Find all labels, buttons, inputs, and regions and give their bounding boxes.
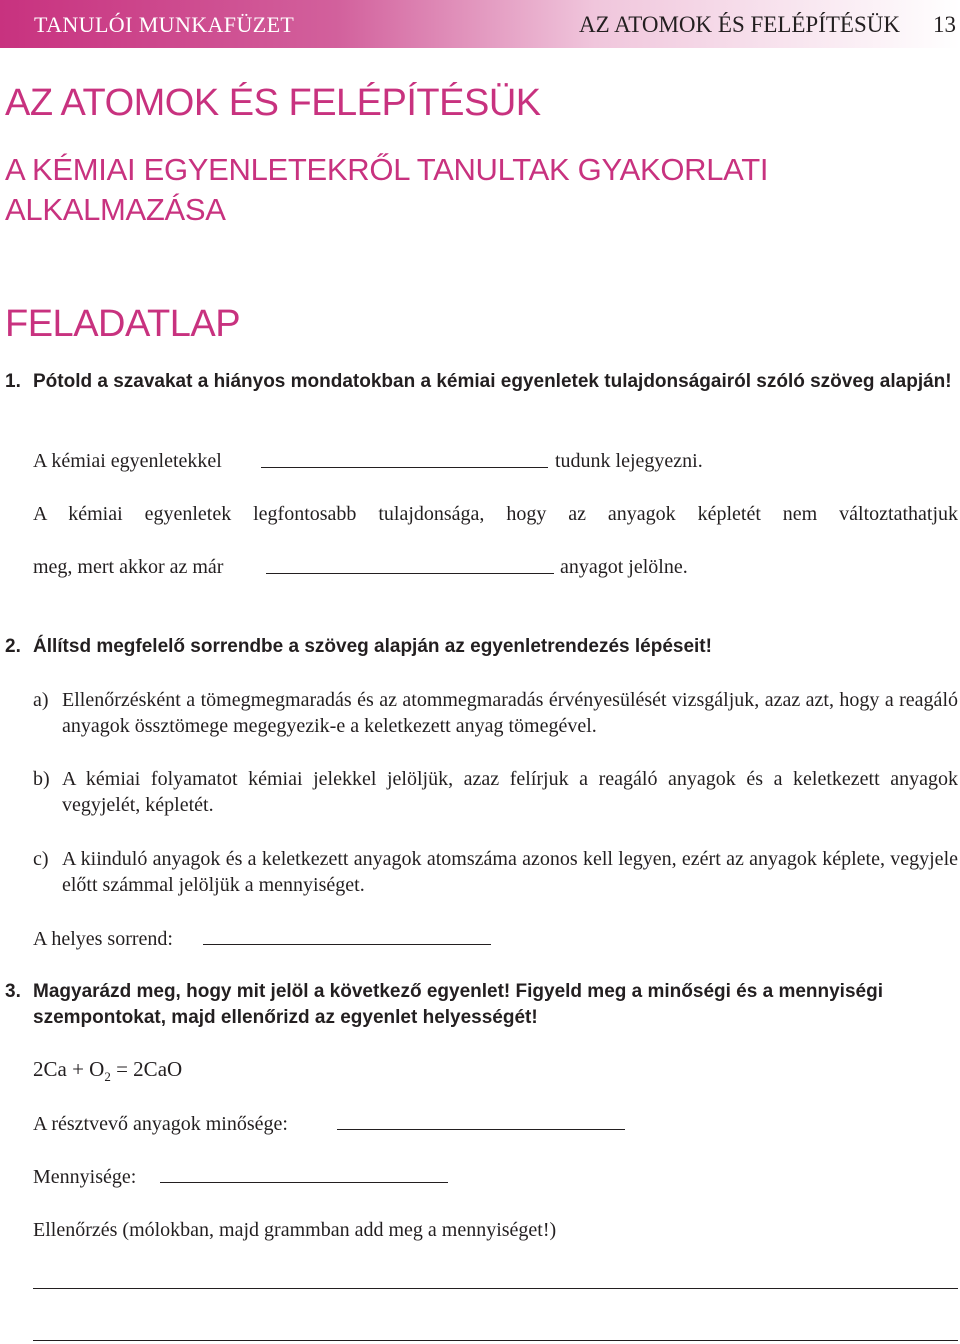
answer-line[interactable] <box>33 1340 958 1341</box>
check-label: Ellenőrzés (mólokban, majd grammban add meg a mennyiséget!) <box>33 1219 557 1241</box>
page-header <box>0 0 960 48</box>
page-title: AZ ATOMOK ÉS FELÉPÍTÉSÜK <box>5 82 541 124</box>
task-3-instruction <box>5 979 958 1031</box>
quality-blank[interactable] <box>337 1129 625 1130</box>
order-answer-label: A helyes sorrend: <box>33 928 173 950</box>
task-1-number: 1. <box>5 371 21 392</box>
list-item <box>33 846 958 898</box>
task-3-number: 3. <box>5 981 21 1002</box>
page-number: 13 <box>933 12 956 37</box>
equation-left: 2Ca + O <box>33 1057 105 1081</box>
list-item-label: c) <box>33 848 49 870</box>
answer-line[interactable] <box>33 1288 958 1289</box>
task-1-blank-2[interactable] <box>266 573 554 574</box>
order-answer-blank[interactable] <box>203 944 491 945</box>
task-1-sentence-2-start: meg, mert akkor az már <box>33 556 224 578</box>
list-item <box>33 687 958 739</box>
list-item-label: b) <box>33 768 50 790</box>
task-1-sentence-2-end: anyagot jelölne. <box>560 556 688 578</box>
task-2-text: Állítsd megfelelő sorrendbe a szöveg alapján az egyenletrendezés lépéseit! <box>33 636 712 657</box>
quality-label: A résztvevő anyagok minősége: <box>33 1113 288 1135</box>
header-workbook-title: TANULÓI MUNKAFÜZET <box>34 12 295 37</box>
task-2-instruction <box>5 634 958 660</box>
list-item-text: A kiinduló anyagok és a keletkezett anyagok atomszáma azonos kell legyen, ezért az anyagok képlete, vegyjele előtt számmal jelöljük a mennyiséget. <box>62 848 958 896</box>
task-1-sentence-2-line-1: A kémiai egyenletek legfontosabb tulajdonsága, hogy az anyagok képletét nem változtathatjuk <box>33 503 958 525</box>
chemical-equation <box>33 1057 182 1085</box>
quantity-blank[interactable] <box>160 1182 448 1183</box>
task-1-sentence-1-end: tudunk lejegyezni. <box>555 450 703 472</box>
task-1-blank-1[interactable] <box>261 467 548 468</box>
list-item-label: a) <box>33 689 49 711</box>
list-item-text: A kémiai folyamatot kémiai jelekkel jelöljük, azaz felírjuk a reagáló anyagok és a keletkezett anyagok vegyjelét, képletét. <box>62 768 958 816</box>
list-item-text: Ellenőrzésként a tömegmegmaradás és az atommegmaradás érvényesülését vizsgáljuk, azaz azt, hogy a reagáló anyagok össztömege megegyezik-e a keletkezett anyag tömegével. <box>62 689 958 737</box>
page-subtitle: A KÉMIAI EGYENLETEKRŐL TANULTAK GYAKORLATI ALKALMAZÁSA <box>5 152 769 227</box>
task-1-text: Pótold a szavakat a hiányos mondatokban a kémiai egyenletek tulajdonságairól szóló szöveg alapján! <box>33 371 952 392</box>
list-item <box>33 766 958 818</box>
task-3-text: Magyarázd meg, hogy mit jelöl a következő egyenlet! Figyeld meg a minőségi és a mennyiségi szempontokat, majd ellenőrizd az egyenlet helyességét! <box>33 981 883 1028</box>
quantity-label: Mennyisége: <box>33 1166 137 1188</box>
section-title: FELADATLAP <box>5 303 241 345</box>
task-1-sentence-1-start: A kémiai egyenletekkel <box>33 450 222 472</box>
equation-right: = 2CaO <box>110 1057 183 1081</box>
task-2-number: 2. <box>5 636 21 657</box>
task-1-instruction <box>5 369 958 395</box>
header-chapter-title: AZ ATOMOK ÉS FELÉPÍTÉSÜK <box>579 12 900 37</box>
equation-subscript: 2 <box>104 1069 111 1085</box>
